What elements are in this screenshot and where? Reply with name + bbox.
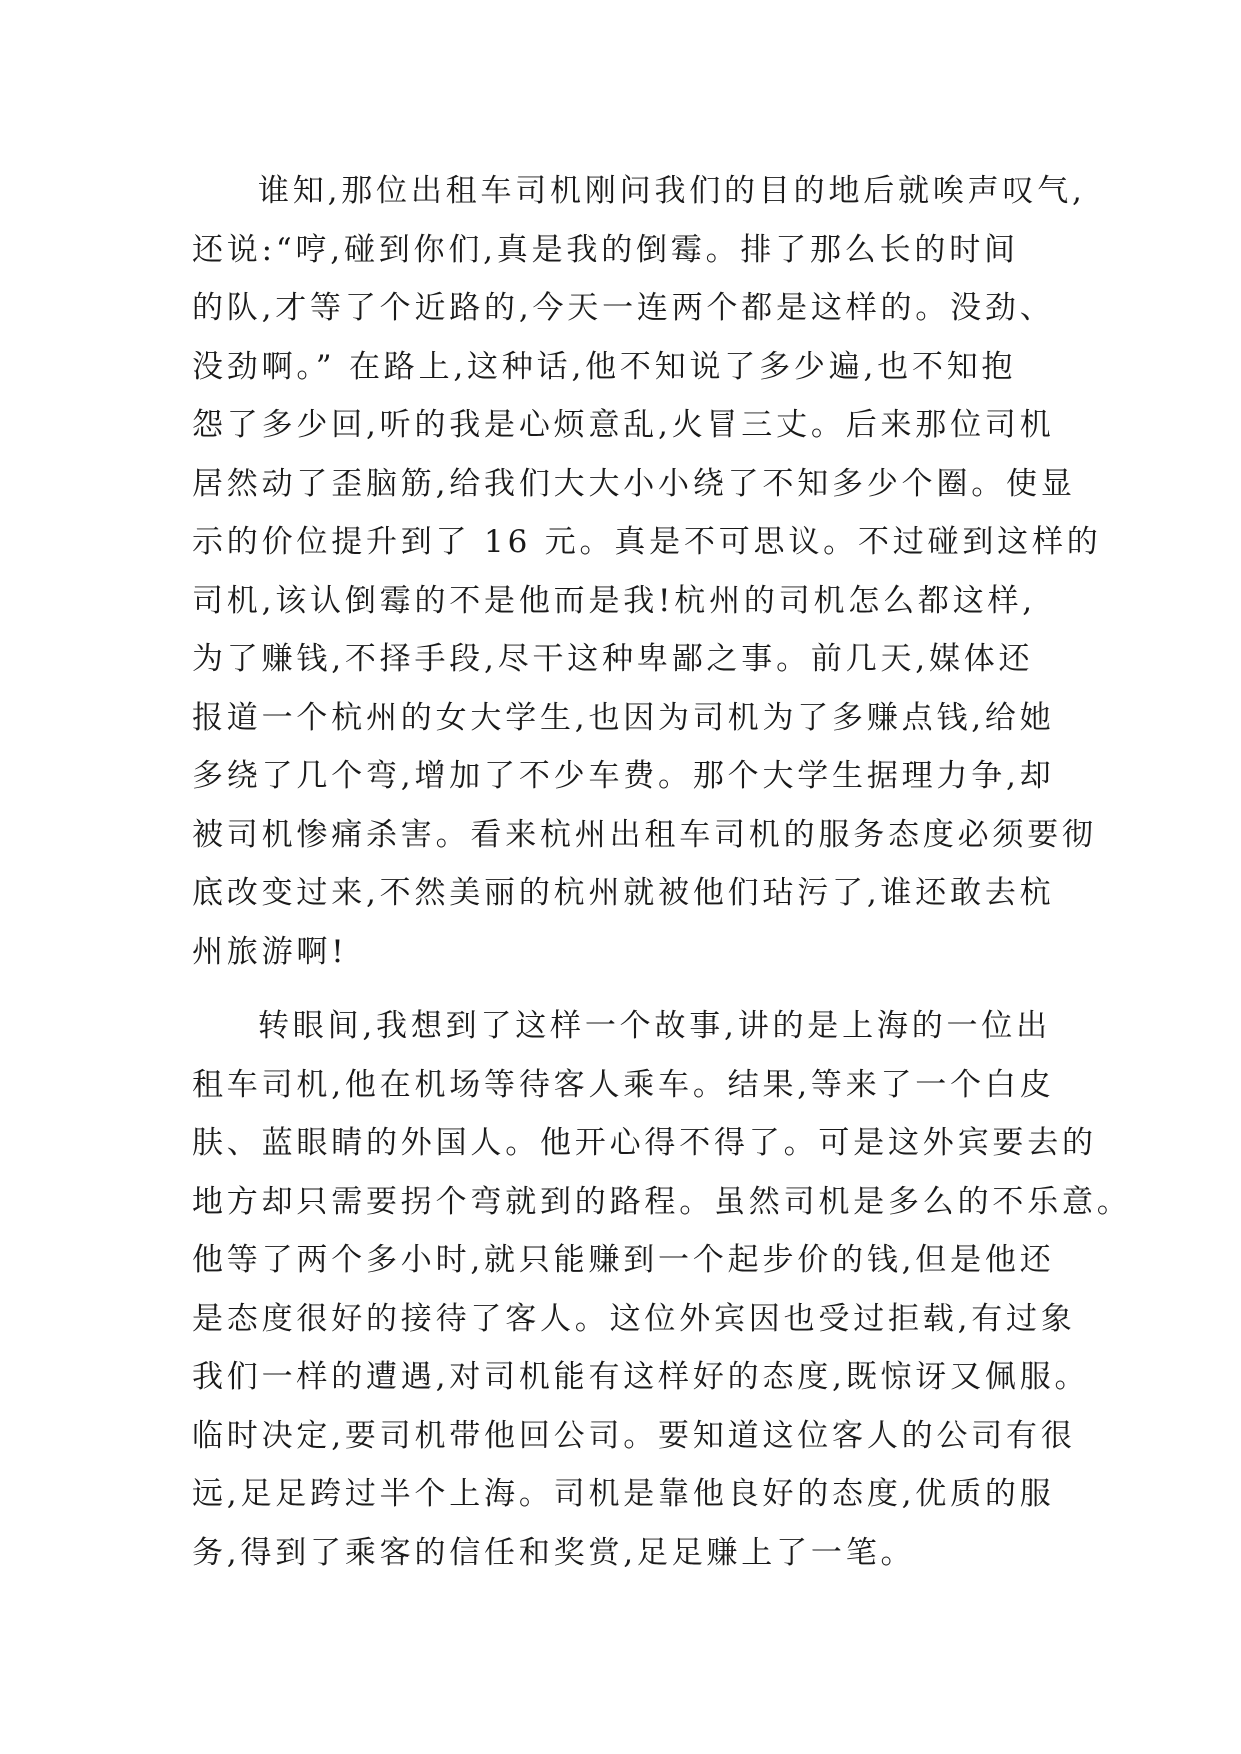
text-line: 租车司机,他在机场等待客人乘车。结果,等来了一个白皮 (192, 1066, 1055, 1103)
text-line: 我们一样的遭遇,对司机能有这样好的态度,既惊讶又佩服。 (192, 1359, 1090, 1395)
text-line: 被司机惨痛杀害。看来杭州出租车司机的服务态度必须要彻 (192, 816, 1097, 853)
text-line: 居然动了歪脑筋,给我们大大小小绕了不知多少个圈。使显 (192, 465, 1076, 502)
text-line: 多绕了几个弯,增加了不少车费。那个大学生据理力争,却 (192, 758, 1055, 794)
text-line: 州旅游啊! (192, 933, 348, 970)
text-line: 底改变过来,不然美丽的杭州就被他们玷污了,谁还敢去杭 (192, 875, 1055, 911)
text-line: 远,足足跨过半个上海。司机是靠他良好的态度,优质的服 (192, 1476, 1055, 1512)
text-line: 示的价位提升到了 16 元。真是不可思议。不过碰到这样的 (192, 524, 1102, 560)
paragraph-1 (192, 162, 1102, 981)
text-line: 谁知,那位出租车司机刚问我们的目的地后就唉声叹气, (258, 173, 1086, 209)
text-line: 报道一个杭州的女大学生,也因为司机为了多赚点钱,给她 (192, 699, 1055, 736)
text-line: 的队,才等了个近路的,今天一连两个都是这样的。没劲、 (192, 290, 1055, 326)
text-line: 临时决定,要司机带他回公司。要知道这位客人的公司有很 (192, 1417, 1076, 1454)
text-line: 还说:“哼,碰到你们,真是我的倒霉。排了那么长的时间 (192, 231, 1019, 268)
text-line: 他等了两个多小时,就只能赚到一个起步价的钱,但是他还 (192, 1242, 1055, 1278)
text-line: 肤、蓝眼睛的外国人。他开心得不得了。可是这外宾要去的 (192, 1125, 1097, 1161)
text-line: 司机,该认倒霉的不是他而是我!杭州的司机怎么都这样, (192, 582, 1036, 619)
paragraph-2 (192, 997, 1132, 1582)
text-line: 为了赚钱,不择手段,尽干这种卑鄙之事。前几天,媒体还 (192, 641, 1034, 677)
text-line: 地方却只需要拐个弯就到的路程。虽然司机是多么的不乐意。 (192, 1183, 1132, 1220)
paragraph-spacer (192, 981, 1072, 997)
text-line: 没劲啊。” 在路上,这种话,他不知说了多少遍,也不知抱 (192, 348, 1017, 385)
text-line: 怨了多少回,听的我是心烦意乱,火冒三丈。后来那位司机 (192, 407, 1055, 443)
text-line: 务,得到了乘客的信任和奖赏,足足赚上了一笔。 (192, 1534, 916, 1571)
text-line: 是态度很好的接待了客人。这位外宾因也受过拒载,有过象 (192, 1300, 1076, 1337)
body-text (192, 162, 1132, 1582)
text-line: 转眼间,我想到了这样一个故事,讲的是上海的一位出 (258, 1008, 1051, 1044)
